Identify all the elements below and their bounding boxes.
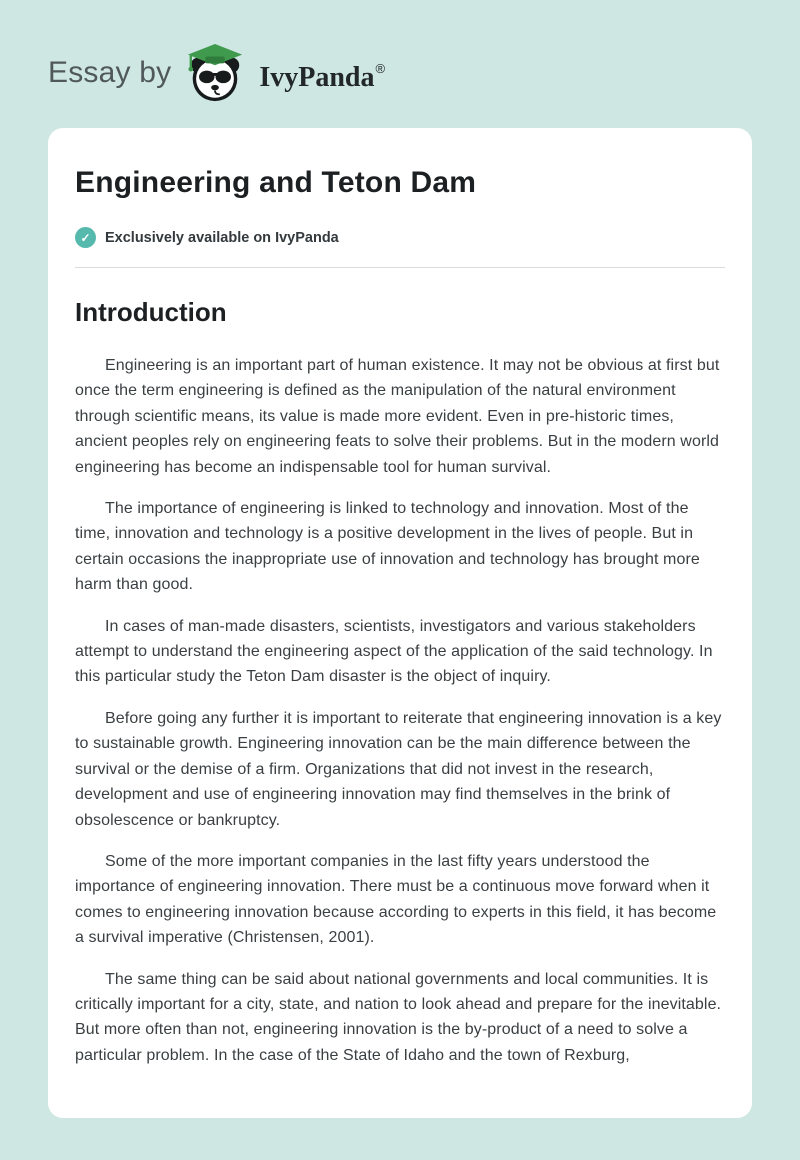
divider xyxy=(75,267,725,268)
availability-row xyxy=(75,227,725,248)
essay-by-label: Essay by xyxy=(48,56,172,89)
registered-mark: ® xyxy=(375,61,386,76)
brand-text: IvyPanda xyxy=(259,62,375,93)
paragraph: Some of the more important companies in the last fifty years understood the importance of engineering innovation. There must be a continuous move forward when it comes to engineering innovation because according to experts in this field, it has become a survival imperative (Christensen, 2001). xyxy=(75,852,717,947)
ivypanda-panda-logo-icon[interactable] xyxy=(184,42,246,104)
essay-body xyxy=(75,353,725,1068)
availability-text: Exclusively available on IvyPanda xyxy=(105,229,339,246)
essay-card xyxy=(48,128,752,1118)
paragraph: Engineering is an important part of human existence. It may not be obvious at first but once the term engineering is defined as the manipulation of the natural environment through scientific means, its value is made more evident. Even in pre-historic times, ancient peoples rely on engineering feats to solve their problems. But in the modern world engineering has become an indispensable tool for human survival. xyxy=(75,357,720,476)
paragraph: The importance of engineering is linked to technology and innovation. Most of the time, innovation and technology is a positive development in the lives of people. But in certain occasions the inappropriate use of innovation and technology has brought more harm than good. xyxy=(75,500,700,594)
header xyxy=(0,0,800,104)
section-heading-introduction: Introduction xyxy=(75,297,227,327)
paragraph: The same thing can be said about national governments and local communities. It is critically important for a city, state, and nation to look ahead and prepare for the inevitable. But more often than not, engineering innovation is the by-product of a need to solve a particular problem. In the case of the State of Idaho and the town of Rexburg, xyxy=(75,970,722,1064)
paragraph: In cases of man-made disasters, scientists, investigators and various stakeholders attempt to understand the engineering aspect of the application of the said technology. In this particular study the Teton Dam disaster is the object of inquiry. xyxy=(75,617,713,686)
paragraph: Before going any further it is important to reiterate that engineering innovation is a key to sustainable growth. Engineering innovation can be the main difference between the survival or the demise of a firm. Organizations that did not invest in the research, development and use of engineering innovation may find themselves in the brink of obsolescence or bankruptcy. xyxy=(75,709,722,829)
page-title: Engineering and Teton Dam xyxy=(75,166,477,199)
brand-name[interactable] xyxy=(259,54,385,92)
checkmark-icon: ✓ xyxy=(75,227,96,248)
